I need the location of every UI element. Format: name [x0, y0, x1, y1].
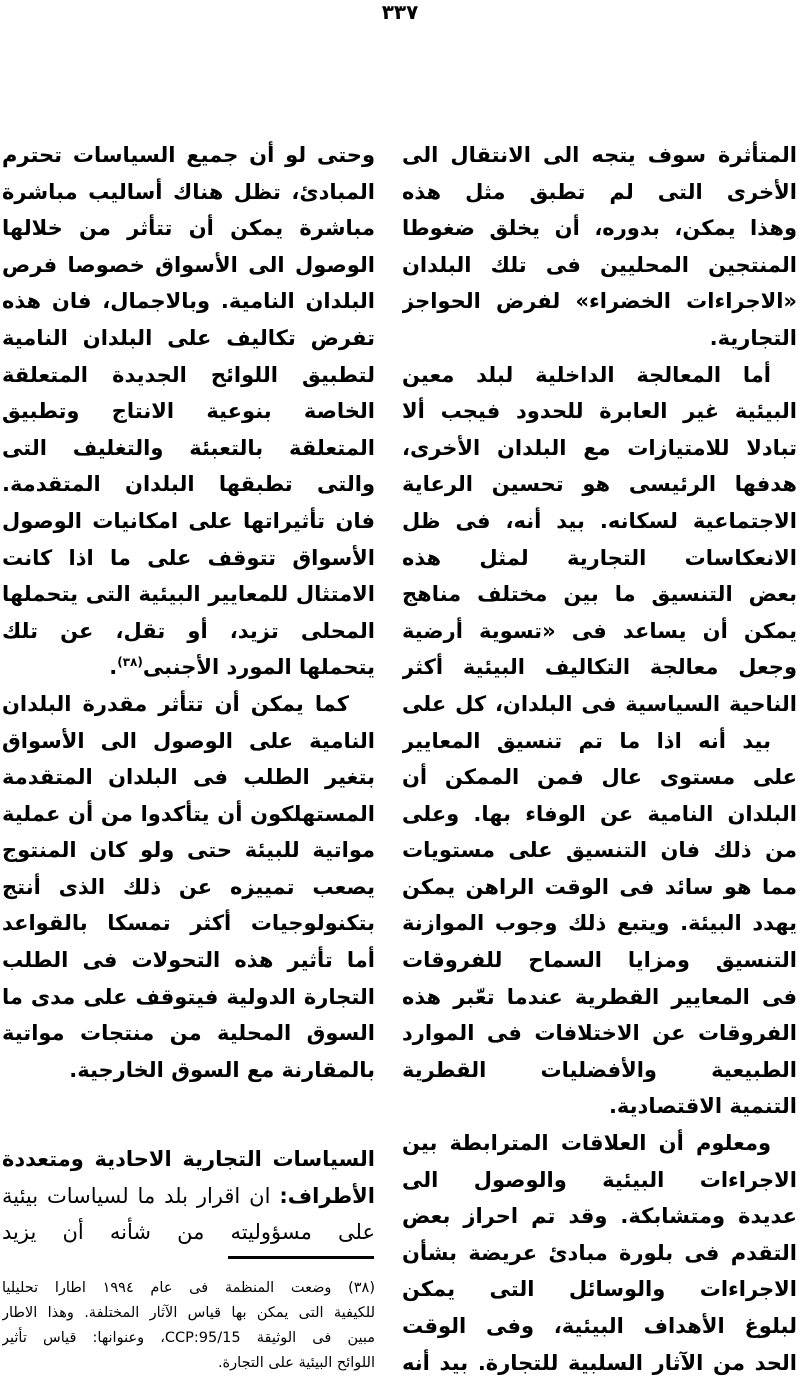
text-line: [402, 576, 797, 613]
line-text: فان تأثيراتها على امكانيات الوصول: [2, 508, 375, 533]
text-line: [402, 466, 797, 503]
text-line: [402, 393, 797, 430]
line-text: التنسيق ومزايا السماح للفروقات: [402, 948, 797, 973]
line-text: «الاجراءات الخضراء» لفرض الحواجز: [402, 289, 797, 314]
line-text: كما يمكن أن تتأثر مقدرة البلدان: [2, 691, 349, 716]
line-text: الانعكاسات التجارية لمثل هذه: [402, 545, 797, 570]
line-text: والتى تطبقها البلدان المتقدمة.: [2, 472, 375, 497]
line-text: بالمقارنة مع السوق الخارجية.: [69, 1057, 375, 1082]
footnote: [2, 1276, 375, 1376]
text-line: [402, 1162, 797, 1199]
line-text: البلدان النامية عن الوفاء بها. وعلى: [402, 801, 797, 826]
text-line: [2, 832, 375, 869]
line-text: السوق المحلية من منتجات مواتية: [2, 1021, 375, 1046]
text-line: [2, 430, 375, 467]
footnote-divider: [228, 1256, 374, 1259]
text-line: [402, 247, 797, 284]
text-line: [402, 1198, 797, 1235]
footnote-reference: (٣٨): [117, 655, 143, 670]
text-line: [2, 1052, 375, 1089]
line-text: وجعل معالجة التكاليف البيئية أكثر: [402, 655, 797, 680]
text-line: [2, 759, 375, 796]
right-column: [402, 137, 797, 1381]
left-column: [2, 137, 375, 1088]
section-text: ان اقرار بلد ما لسياسات بيئية: [2, 1183, 280, 1208]
section-heading-term: الأطراف:: [279, 1183, 375, 1208]
text-line: [2, 247, 375, 284]
text-line: [2, 393, 375, 430]
text-line: [402, 796, 797, 833]
line-text: الامتثال للمعايير البيئية التى يتحملها: [2, 582, 375, 607]
line-text: هدفها الرئيسى هو تحسين الرعاية: [402, 472, 797, 497]
text-line: [2, 357, 375, 394]
line-text: بتغير الطلب فى البلدان المتقدمة: [2, 765, 375, 790]
text-line: [2, 503, 375, 540]
line-text: المبادئ، تظل هناك أساليب مباشرة: [2, 179, 375, 204]
text-line: [402, 979, 797, 1016]
text-line: [402, 613, 797, 650]
line-text: الناحية السياسية فى البلدان، كل على: [402, 691, 797, 716]
text-line: [2, 979, 375, 1016]
line-text: الخاصة بنوعية الانتاج وتطبيق: [2, 399, 375, 424]
text-line: [402, 869, 797, 906]
line-text: فى المعايير القطرية عندما تعّبر هذه: [402, 984, 797, 1009]
line-text: التجارة الدولية فيتوقف على مدى ما: [2, 984, 375, 1009]
line-text: المتعلقة بالتعبئة والتغليف التى: [2, 435, 375, 460]
page-number: ٣٣٧: [381, 0, 419, 24]
line-text: الطبيعية والأفضليات القطرية: [402, 1057, 797, 1082]
text-line: [2, 723, 375, 760]
text-line: [402, 723, 797, 760]
line-text: مبين فى الوثيقة CCP:95/15، وعنوانها: قياس تأثير: [2, 1330, 375, 1346]
line-text: أما تأثير هذه التحولات فى الطلب: [2, 948, 375, 973]
text-line: [402, 686, 797, 723]
section-line: [2, 1178, 375, 1215]
text-line: [402, 649, 797, 686]
line-text: لتطبيق اللوائح الجديدة المتعلقة: [2, 362, 375, 387]
footnote-line: [2, 1351, 375, 1376]
text-line: [2, 466, 375, 503]
line-text: البلدان النامية. وبالاجمال، فان هذه: [2, 289, 375, 314]
text-line: [402, 759, 797, 796]
line-text: يتحملها المورد الأجنبى: [142, 655, 375, 680]
text-line: [402, 1052, 797, 1089]
text-line: [402, 1125, 797, 1162]
footnote-line: [2, 1276, 375, 1301]
text-line: [2, 1015, 375, 1052]
line-text: وحتى لو أن جميع السياسات تحترم: [2, 143, 375, 167]
line-text: النامية على الوصول الى الأسواق: [2, 728, 375, 753]
text-line: [402, 540, 797, 577]
text-line: [2, 283, 375, 320]
line-text: أما المعالجة الداخلية لبلد معين: [402, 362, 771, 387]
text-line: [402, 1345, 797, 1381]
line-text: لبلوغ الأهداف البيئية، وفى الوقت: [402, 1314, 797, 1338]
text-line: [402, 1088, 797, 1125]
line-text: اللوائح البيئية على التجارة.: [217, 1355, 375, 1371]
text-line: [2, 174, 375, 211]
footnote-line: [2, 1301, 375, 1326]
line-text: بتكنولوجيات أكثر تمسكا بالقواعد: [2, 911, 375, 936]
line-text: وهذا يمكن، بدوره، أن يخلق ضغوطا: [402, 216, 797, 241]
text-line: [2, 613, 375, 650]
text-line: [402, 174, 797, 211]
text-line: [2, 210, 375, 247]
text-line: [402, 137, 797, 174]
line-text: البيئية غير العابرة للحدود فيجب ألا: [402, 399, 797, 424]
line-text: مما هو سائد فى الوقت الراهن يمكن: [402, 874, 797, 899]
text-line: [2, 540, 375, 577]
section-heading: [2, 1141, 375, 1251]
line-text: الاجراءات والوسائل التى يمكن: [402, 1277, 797, 1302]
text-line: [402, 430, 797, 467]
text-line: [402, 210, 797, 247]
text-line: [2, 649, 375, 686]
line-text: للكيفية التى يمكن بها قياس الآثار المختلفة. وهذا الاطار: [2, 1305, 375, 1321]
line-text: (٣٨) وضعت المنظمة فى عام ١٩٩٤ اطارا تحليليا: [2, 1280, 375, 1296]
line-text: يهدد البيئة. ويتبع ذلك وجوب الموازنة: [402, 911, 797, 936]
line-text: الحد من الآثار السلبية للتجارة. بيد أنه: [402, 1350, 797, 1375]
line-text: الأخرى التى لم تطبق مثل هذه: [402, 179, 797, 204]
text-line: [2, 137, 375, 174]
text-line: [402, 1015, 797, 1052]
line-text: الاجتماعية لسكانه. بيد أنه، فى ظل: [402, 508, 797, 533]
line-text: يصعب تمييزه عن ذلك الذى أنتج: [2, 874, 375, 899]
line-text: يمكن أن يساعد فى «تسوية أرضية: [402, 618, 797, 643]
text-line: [402, 283, 797, 320]
text-line: [402, 1308, 797, 1345]
line-text: عديدة ومتشابكة. وقد تم احراز بعض: [402, 1204, 797, 1229]
text-line: [2, 576, 375, 613]
text-line: [402, 1271, 797, 1308]
footnote-line: [2, 1326, 375, 1351]
text-line: [2, 905, 375, 942]
text-line: [2, 942, 375, 979]
text-line: [2, 796, 375, 833]
text-line: [402, 320, 797, 357]
text-line: [402, 832, 797, 869]
text-line: [2, 869, 375, 906]
line-text: بيد أنه اذا ما تم تنسيق المعايير: [402, 728, 771, 753]
line-text: المحلى تزيد، أو تقل، عن تلك: [2, 618, 375, 643]
text-line: [402, 942, 797, 979]
line-text: الاجراءات البيئية والوصول الى: [402, 1167, 797, 1192]
line-text: التنمية الاقتصادية.: [608, 1094, 797, 1119]
line-text: الأسواق تتوقف على ما اذا كانت: [2, 545, 375, 570]
line-text: التقدم فى بلورة مبادئ عريضة بشأن: [402, 1240, 797, 1265]
line-text: على مستوى عال فمن الممكن أن: [402, 765, 797, 790]
line-text: تبادلا للامتيازات مع البلدان الأخرى،: [402, 435, 797, 460]
text-line: [402, 905, 797, 942]
line-text: الوصول الى الأسواق خصوصا فرص: [2, 252, 375, 277]
section-line: على مسؤوليته من شأنه أن يزيد: [2, 1220, 375, 1245]
text-line: [402, 503, 797, 540]
text-line: [402, 357, 797, 394]
line-text: التجارية.: [709, 325, 797, 350]
line-text: بعض التنسيق ما بين مختلف مناهج: [402, 582, 797, 607]
text-line: [2, 320, 375, 357]
line-text: مواتية للبيئة حتى ولو كان المنتوج: [2, 838, 375, 863]
text-line: [402, 1235, 797, 1272]
line-text: المتأثرة سوف يتجه الى الانتقال الى: [402, 143, 797, 167]
line-text: المستهلكون أن يتأكدوا من أن عملية: [2, 801, 375, 826]
line-text: الفروقات عن الاختلافات فى الموارد: [402, 1021, 797, 1046]
line-text: ومعلوم أن العلاقات المترابطة بين: [402, 1131, 771, 1156]
section-heading-line: السياسات التجارية الاحادية ومتعددة: [2, 1147, 375, 1171]
line-tail: .: [109, 655, 118, 680]
line-text: تفرض تكاليف على البلدان النامية: [2, 325, 375, 350]
text-line: [2, 686, 375, 723]
line-text: من ذلك فان التنسيق على مستويات: [402, 838, 797, 863]
line-text: المنتجين المحليين فى تلك البلدان: [402, 252, 797, 277]
line-text: مباشرة يمكن أن تتأثر من خلالها: [2, 216, 375, 241]
